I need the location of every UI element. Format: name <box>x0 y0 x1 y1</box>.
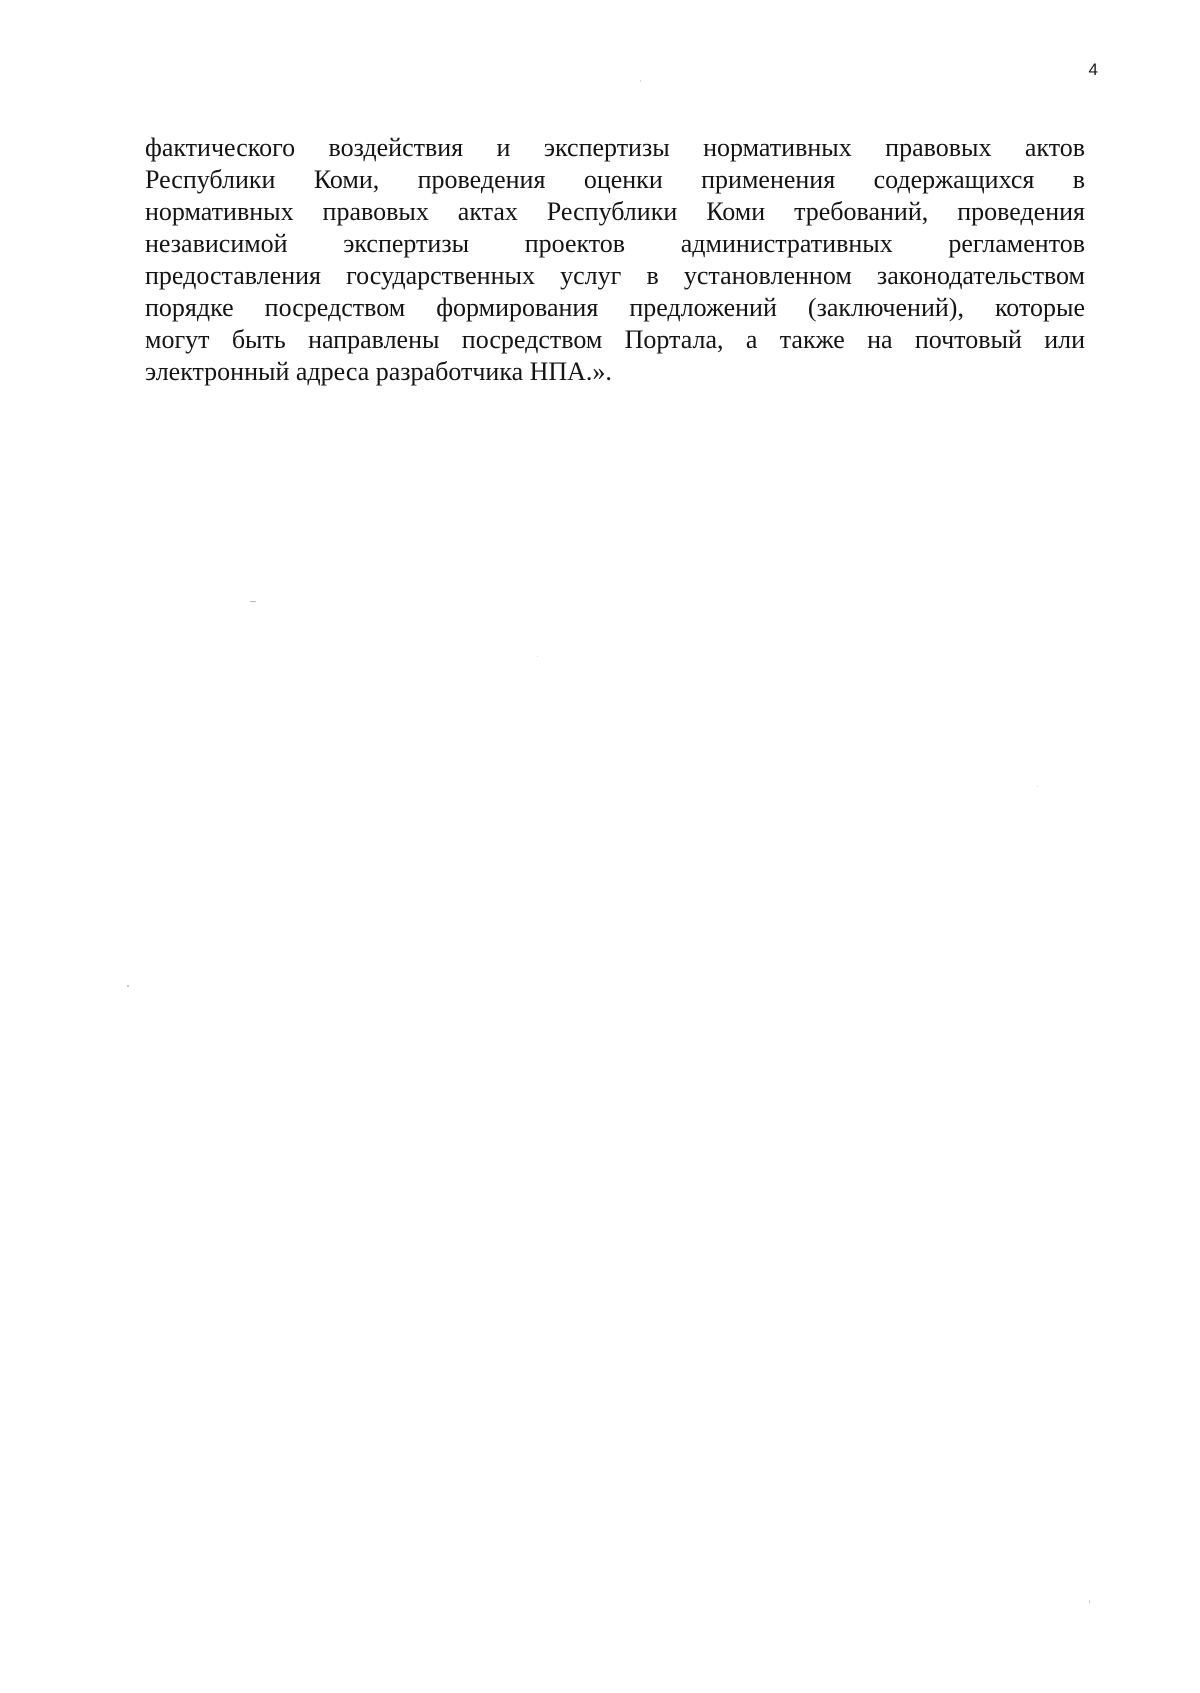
scan-speck <box>127 985 129 987</box>
paragraph-line: электронный адреса разработчика НПА.». <box>145 357 612 386</box>
paragraph-line: предоставления государственных услуг в установленном законодательством <box>145 261 1085 290</box>
scan-speck <box>537 656 538 657</box>
paragraph-line: порядке посредством формирования предложений (заключений), которые <box>145 293 1085 322</box>
paragraph-line: фактического воздействия и экспертизы нормативных правовых актов <box>145 133 1085 162</box>
paragraph-line: нормативных правовых актах Республики Коми требований, проведения <box>145 197 1085 226</box>
paragraph-line: могут быть направлены посредством Портала, а также на почтовый или <box>145 325 1085 354</box>
paragraph-line: Республики Коми, проведения оценки применения содержащихся в <box>145 165 1085 194</box>
scan-speck <box>1037 786 1038 787</box>
scan-speck <box>250 601 256 602</box>
page-number: 4 <box>1088 60 1098 79</box>
scan-speck <box>1089 1600 1090 1603</box>
body-paragraph <box>145 132 1085 388</box>
paragraph-line: независимой экспертизы проектов административных регламентов <box>145 229 1085 258</box>
scan-speck <box>640 80 641 82</box>
